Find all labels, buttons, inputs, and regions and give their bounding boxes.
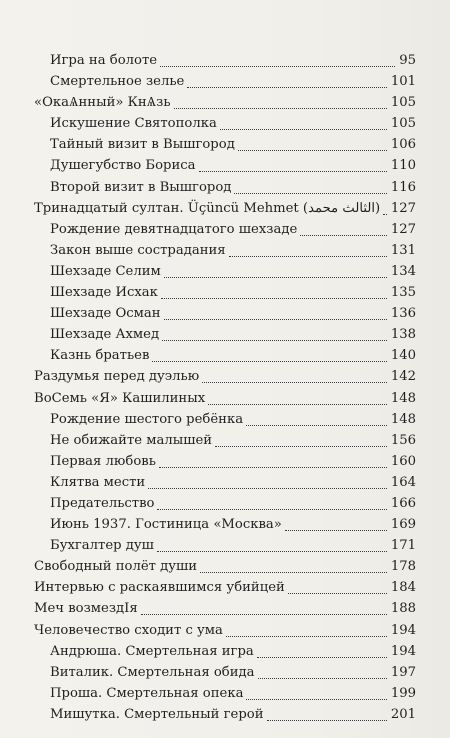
- toc-subsection-row: [0, 514, 450, 535]
- dot-leader: [238, 150, 387, 151]
- toc-subsection-row: [0, 535, 450, 556]
- toc-chapter-row: [0, 388, 450, 409]
- toc-subsection-row: [0, 177, 450, 198]
- toc-page-number: 106: [390, 137, 416, 153]
- toc-subsection-row: [0, 641, 450, 662]
- table-of-contents: [0, 50, 450, 725]
- toc-subsection-row: [0, 50, 450, 71]
- toc-entry-title: Искушение Святополка: [50, 116, 217, 132]
- toc-subsection-row: [0, 71, 450, 92]
- dot-leader: [226, 636, 387, 637]
- toc-page-number: 140: [390, 348, 416, 364]
- toc-entry-title: Свободный полёт души: [34, 559, 198, 575]
- toc-entry-title: Меч возмездIя: [34, 601, 138, 617]
- dot-leader: [159, 467, 387, 468]
- dot-leader: [285, 530, 387, 531]
- dot-leader: [383, 214, 387, 215]
- toc-entry-title: Проша. Смертельная опека: [50, 685, 244, 701]
- toc-page-number: 178: [390, 559, 416, 575]
- toc-chapter-row: [0, 92, 450, 113]
- dot-leader: [288, 593, 387, 594]
- toc-subsection-row: [0, 113, 450, 134]
- dot-leader: [161, 298, 387, 299]
- toc-page-number: 95: [399, 53, 416, 68]
- dot-leader: [208, 404, 387, 405]
- toc-entry-title: Рождение шестого ребёнка: [50, 411, 244, 427]
- toc-subsection-row: [0, 155, 450, 176]
- dot-leader: [229, 256, 387, 257]
- toc-subsection-row: [0, 282, 450, 303]
- toc-chapter-row: [0, 577, 450, 598]
- toc-chapter-row: [0, 598, 450, 619]
- toc-entry-title: Человечество сходит с ума: [34, 622, 223, 638]
- toc-page-number: 199: [390, 685, 416, 701]
- dot-leader: [234, 193, 386, 194]
- toc-subsection-row: [0, 219, 450, 240]
- dot-leader: [220, 129, 387, 130]
- toc-subsection-row: [0, 303, 450, 324]
- toc-entry-title: Виталик. Смертельная обида: [50, 664, 255, 680]
- toc-subsection-row: [0, 662, 450, 683]
- dot-leader: [300, 235, 387, 236]
- toc-entry-title: ВоСемь «Я» Кашилиных: [34, 390, 206, 406]
- toc-page-number: 171: [390, 538, 416, 554]
- toc-entry-title: Клятва мести: [50, 474, 146, 490]
- toc-entry-title: Закон выше сострадания: [50, 242, 226, 258]
- toc-page-number: 142: [390, 369, 416, 385]
- dot-leader: [160, 66, 395, 67]
- toc-entry-title: Первая любовь: [50, 453, 156, 469]
- toc-page-number: 160: [390, 453, 416, 469]
- toc-page-number: 110: [390, 158, 416, 174]
- dot-leader: [157, 551, 387, 552]
- dot-leader: [200, 572, 387, 573]
- toc-subsection-row: [0, 493, 450, 514]
- toc-entry-title: «ОкаѦнный» КнѦзь: [34, 95, 171, 111]
- dot-leader: [164, 277, 387, 278]
- toc-entry-title: Предательство: [50, 495, 155, 511]
- toc-subsection-row: [0, 240, 450, 261]
- toc-page-number: 164: [390, 474, 416, 490]
- toc-chapter-row: [0, 556, 450, 577]
- toc-entry-title: Душегубство Бориса: [50, 158, 196, 174]
- toc-page-number: 127: [390, 221, 416, 237]
- toc-page-number: 101: [390, 74, 416, 90]
- toc-page-number: 138: [390, 327, 416, 343]
- toc-subsection-row: [0, 345, 450, 366]
- dot-leader: [258, 678, 387, 679]
- toc-entry-title: Смертельное зелье: [50, 74, 185, 90]
- toc-entry-title: Мишутка. Смертельный герой: [50, 706, 264, 722]
- dot-leader: [141, 614, 387, 615]
- toc-page-number: 156: [390, 432, 416, 448]
- toc-subsection-row: [0, 430, 450, 451]
- toc-chapter-row: [0, 198, 450, 219]
- toc-entry-title: Шехзаде Осман: [50, 306, 161, 322]
- dot-leader: [164, 319, 387, 320]
- toc-page-number: 136: [390, 306, 416, 322]
- toc-entry-title: Шехзаде Селим: [50, 263, 161, 279]
- dot-leader: [267, 720, 387, 721]
- toc-entry-title: Шехзаде Исхак: [50, 285, 158, 301]
- toc-subsection-row: [0, 704, 450, 725]
- toc-chapter-row: [0, 366, 450, 387]
- toc-subsection-row: [0, 472, 450, 493]
- toc-entry-title: Андрюша. Смертельная игра: [50, 643, 254, 659]
- toc-page-number: 105: [390, 95, 416, 111]
- toc-page-number: 116: [390, 179, 416, 195]
- toc-subsection-row: [0, 134, 450, 155]
- toc-page-number: 194: [390, 643, 416, 659]
- toc-entry-title: Второй визит в Вышгород: [50, 179, 232, 195]
- toc-page-number: 184: [390, 580, 416, 596]
- toc-chapter-row: [0, 620, 450, 641]
- toc-page-number: 148: [390, 390, 416, 406]
- toc-page-number: 166: [390, 495, 416, 511]
- dot-leader: [152, 361, 386, 362]
- toc-entry-title: Тринадцатый султан. Üçüncü Mehmet (الثالث محمد): [34, 200, 381, 216]
- toc-page-number: 194: [390, 622, 416, 638]
- toc-entry-title: Рождение девятнадцатого шехзаде: [50, 221, 298, 237]
- dot-leader: [174, 108, 387, 109]
- dot-leader: [202, 382, 387, 383]
- toc-page-number: 188: [390, 601, 416, 617]
- toc-entry-title: Казнь братьев: [50, 348, 150, 364]
- dot-leader: [187, 87, 386, 88]
- toc-page-number: 127: [390, 200, 416, 216]
- toc-entry-title: Тайный визит в Вышгород: [50, 137, 235, 153]
- dot-leader: [199, 171, 387, 172]
- toc-page-number: 169: [390, 517, 416, 533]
- toc-entry-title: Игра на болоте: [50, 53, 158, 68]
- toc-entry-title: Шехзаде Ахмед: [50, 327, 160, 343]
- toc-subsection-row: [0, 451, 450, 472]
- toc-page-number: 105: [390, 116, 416, 132]
- toc-subsection-row: [0, 409, 450, 430]
- toc-entry-title: Июнь 1937. Гостиница «Москва»: [50, 517, 282, 533]
- dot-leader: [246, 699, 386, 700]
- dot-leader: [246, 425, 387, 426]
- toc-subsection-row: [0, 324, 450, 345]
- toc-entry-title: Не обижайте малышей: [50, 432, 213, 448]
- toc-subsection-row: [0, 261, 450, 282]
- toc-page-number: 131: [390, 242, 416, 258]
- toc-entry-title: Раздумья перед дуэлью: [34, 369, 200, 385]
- toc-entry-title: Интервью с раскаявшимся убийцей: [34, 580, 285, 596]
- dot-leader: [157, 509, 386, 510]
- dot-leader: [162, 340, 387, 341]
- toc-page-number: 148: [390, 411, 416, 427]
- toc-entry-title: Бухгалтер душ: [50, 538, 154, 554]
- dot-leader: [148, 488, 387, 489]
- dot-leader: [215, 446, 387, 447]
- toc-page-number: 201: [390, 706, 416, 722]
- dot-leader: [257, 657, 387, 658]
- toc-subsection-row: [0, 683, 450, 704]
- toc-page-number: 197: [390, 664, 416, 680]
- toc-page-number: 135: [390, 285, 416, 301]
- toc-page-number: 134: [390, 263, 416, 279]
